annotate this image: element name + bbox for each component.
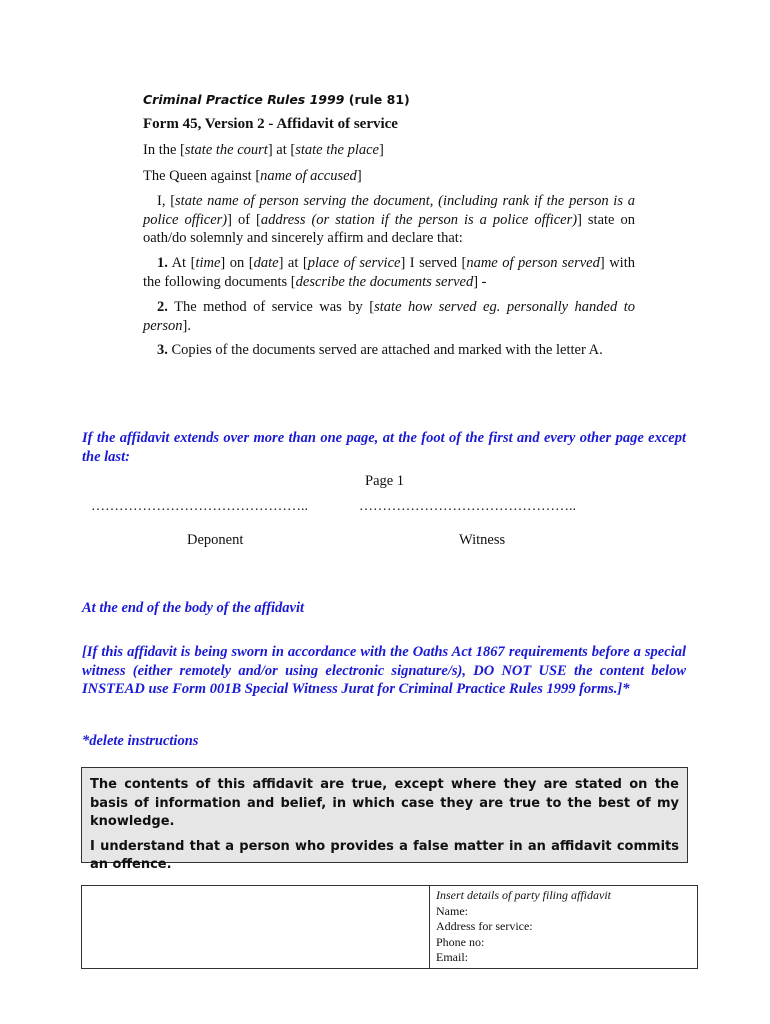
address-placeholder: address (or station if the person is a police officer): [260, 211, 578, 228]
item-3-number: 3.: [157, 342, 168, 358]
deponent-signature-line: ………………………………………..: [91, 499, 308, 514]
court-line: In the [state the court] at [state the place]: [143, 142, 384, 158]
jurat-box: [81, 767, 688, 872]
special-witness-note: [If this affidavit is being sworn in accordance with the Oaths Act 1867 requirements before a special witness (either remotely and/or using electronic signature/s), DO NOT USE the content below INSTEAD use Form 001B Special Witness Jurat for Criminal Practice Rules 1999 forms.]*: [82, 644, 686, 697]
jurat-offence-statement: I understand that a person who provides a false matter in an affidavit commits an offence.: [90, 838, 679, 872]
place-placeholder: state the place: [295, 142, 379, 158]
party-details-cell: [430, 886, 698, 969]
party-phone-field: Phone no:: [436, 934, 485, 949]
intro-paragraph: I, [state name of person serving the document, (including rank if the person is a police officer)] of [address (or station if the person is a police officer)] state on oath/do solemnly and sincerely affirm and declare that:: [143, 193, 635, 246]
party-email-field: Email:: [436, 950, 468, 964]
jurat-truth-statement: The contents of this affidavit are true, except where they are stated on the basis of information and belief, in which case they are true to the best of my knowledge.: [90, 777, 679, 829]
item-2-number: 2.: [157, 299, 168, 315]
footer-instruction: If the affidavit extends over more than one page, at the foot of the first and every other page except the last:: [82, 430, 686, 465]
rule-title: Criminal Practice Rules 1999: [143, 92, 345, 107]
deponent-placeholder: state name of person serving the document, (including rank if the person is a police officer): [143, 193, 635, 228]
deponent-label: Deponent: [187, 532, 244, 548]
page-number: Page 1: [365, 473, 405, 489]
witness-label: Witness: [459, 532, 506, 548]
party-address-field: Address for service:: [436, 919, 533, 933]
accused-placeholder: name of accused: [260, 168, 357, 184]
item-3: 3. Copies of the documents served are attached and marked with the letter A.: [157, 342, 603, 358]
party-details-table: [81, 885, 698, 969]
item-1: 1. At [time] on [date] at [place of service] I served [name of person served] with the following documents [describe the documents served] -: [143, 255, 635, 290]
court-placeholder: state the court: [184, 142, 268, 158]
parties-line: The Queen against [name of accused]: [143, 168, 362, 184]
party-name-field: Name:: [436, 903, 468, 918]
rule-heading: [143, 92, 410, 107]
delete-instructions-note: *delete instructions: [82, 733, 199, 749]
witness-signature-line: ………………………………………..: [359, 499, 576, 514]
item-2: 2. The method of service was by [state how served eg. personally handed to person].: [143, 299, 636, 334]
end-instruction: At the end of the body of the affidavit: [82, 600, 305, 616]
item-1-number: 1.: [157, 255, 168, 271]
party-details-heading: Insert details of party filing affidavit: [436, 888, 611, 902]
rule-reference: (rule 81): [348, 92, 410, 107]
party-details-blank-cell: [82, 886, 430, 969]
form-title: Form 45, Version 2 - Affidavit of service: [143, 116, 398, 132]
